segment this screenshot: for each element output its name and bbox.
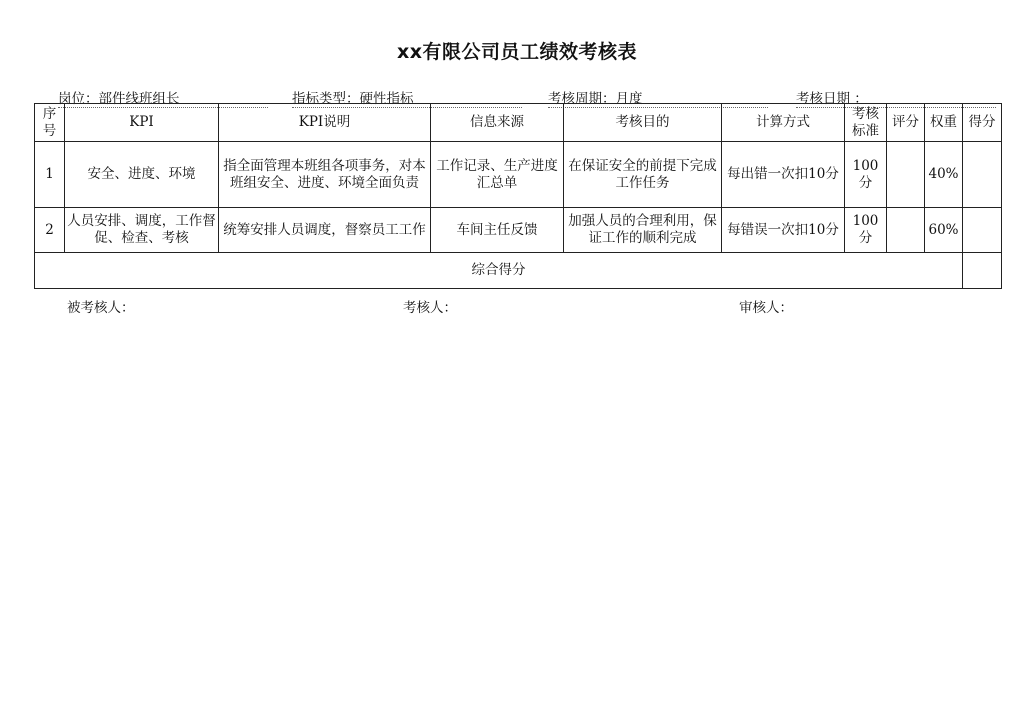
- header-no: 序号: [35, 104, 65, 142]
- period-field: 考核周期：月度: [548, 87, 768, 108]
- cell-kpi: 人员安排、调度，工作督促、检查、考核: [65, 208, 219, 253]
- cell-kpi-desc: 指全面管理本班组各项事务，对本班组安全、进度、环境全面负责: [219, 142, 431, 208]
- cell-no: 2: [35, 208, 65, 253]
- cell-kpi-desc: 统筹安排人员调度，督察员工工作: [219, 208, 431, 253]
- cell-purpose: 在保证安全的前提下完成工作任务: [564, 142, 722, 208]
- cell-kpi: 安全、进度、环境: [65, 142, 219, 208]
- total-row: [35, 253, 1002, 289]
- cell-no: 1: [35, 142, 65, 208]
- reviewer-signature: 审核人：: [739, 300, 793, 316]
- table-row: [35, 142, 1002, 208]
- indicator-type-field: 指标类型：硬性指标: [292, 87, 522, 108]
- date-field: 考核日期 ：: [796, 87, 996, 108]
- total-score[interactable]: [963, 253, 1002, 289]
- cell-weight: 40%: [925, 142, 963, 208]
- cell-rating[interactable]: [887, 142, 925, 208]
- cell-standard: 100分: [845, 142, 887, 208]
- header-rating: 评分: [887, 104, 925, 142]
- header-calc: 计算方式: [722, 104, 845, 142]
- table-row: [35, 208, 1002, 253]
- cell-calc: 每出错一次扣10分: [722, 142, 845, 208]
- cell-calc: 每错误一次扣10分: [722, 208, 845, 253]
- examiner-signature: 考核人：: [403, 300, 457, 316]
- cell-purpose: 加强人员的合理利用，保证工作的顺利完成: [564, 208, 722, 253]
- header-purpose: 考核目的: [564, 104, 722, 142]
- cell-source: 车间主任反馈: [431, 208, 564, 253]
- header-standard: 考核标准: [845, 104, 887, 142]
- examinee-signature: 被考核人：: [67, 300, 135, 316]
- header-kpi: KPI: [65, 104, 219, 142]
- cell-rating[interactable]: [887, 208, 925, 253]
- cell-standard: 100分: [845, 208, 887, 253]
- form-title: xx有限公司员工绩效考核表: [396, 41, 637, 63]
- position-field: 岗位：部件线班组长: [58, 87, 268, 108]
- cell-source: 工作记录、生产进度汇总单: [431, 142, 564, 208]
- cell-score[interactable]: [963, 142, 1002, 208]
- total-label: 综合得分: [35, 253, 963, 289]
- header-row: [35, 104, 1002, 142]
- cell-weight: 60%: [925, 208, 963, 253]
- appraisal-table: [34, 103, 1002, 289]
- cell-score[interactable]: [963, 208, 1002, 253]
- header-weight: 权重: [925, 104, 963, 142]
- header-score: 得分: [963, 104, 1002, 142]
- header-kpi-desc: KPI说明: [219, 104, 431, 142]
- header-source: 信息来源: [431, 104, 564, 142]
